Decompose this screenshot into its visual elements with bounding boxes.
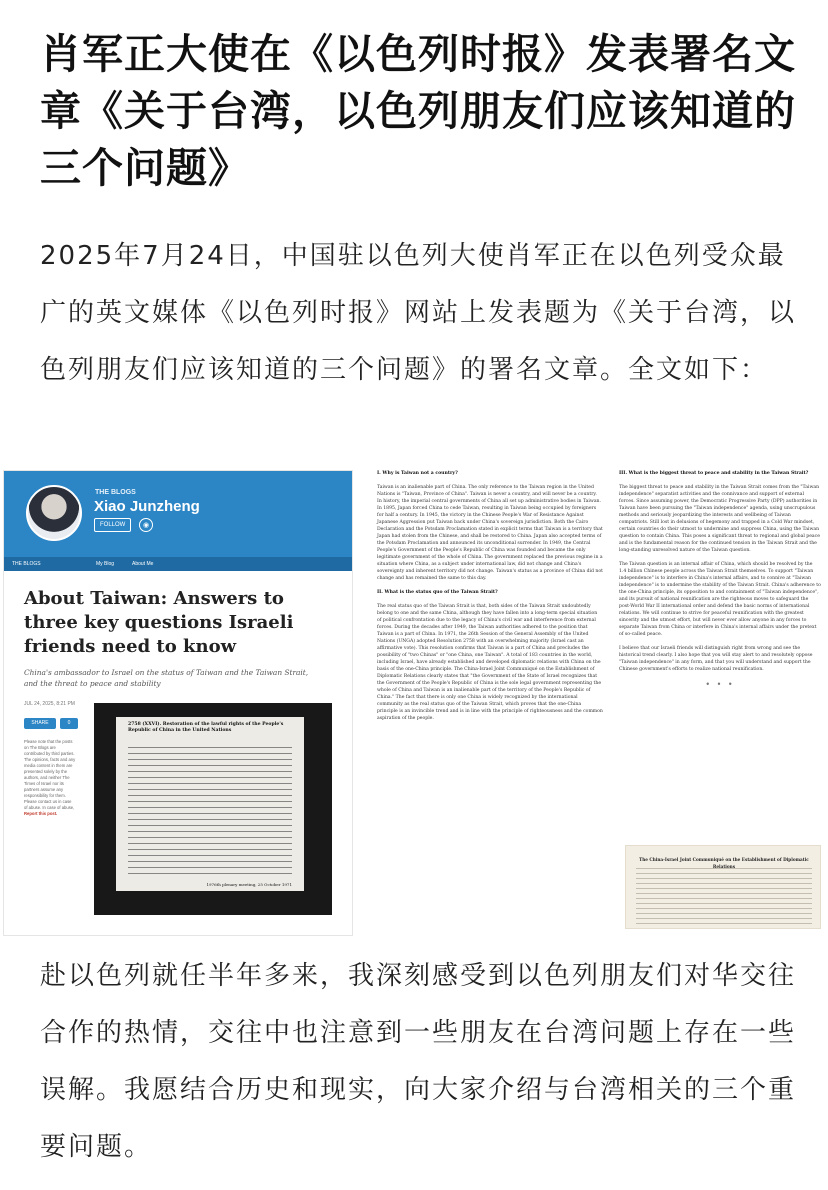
blog-nav xyxy=(4,557,353,571)
section1-heading: I. Why is Taiwan not a country? xyxy=(377,471,458,476)
article-column-middle xyxy=(377,470,603,936)
author-avatar[interactable] xyxy=(26,485,82,541)
comments-button[interactable]: 0 xyxy=(60,718,78,729)
article-column-right xyxy=(619,470,821,936)
communique-text-lines xyxy=(636,868,812,924)
un-resolution-photo xyxy=(94,703,332,915)
resolution-document xyxy=(116,717,304,891)
resolution-heading: 2758 (XXVI). Restoration of the lawful rights of the People's Republic of China in the United Nations xyxy=(128,722,284,733)
section1-paragraph: Taiwan is an inalienable part of China. The only reference to the Taiwan region in the United Nations is "Taiwan, Province of China". Taiwan is never a country, and will never be a country. In history, the imperial central governments of China all set up administrative bodies in Taiwan. In 1895, Japan forced China to cede Taiwan, resulting in Taiwan being occupied by foreigners for half a century. In 1945, the victory in the Chinese People's War of Resistance Against Japanese Aggression put Taiwan back under China's sovereign jurisdiction. Both the Cairo Declaration and the Potsdam Proclamation stated in explicit terms that Taiwan is a territory that Japan had stolen from the Chinese, and shall be restored to China. Japan also accepted terms of the Potsdam Proclamation and announced its unconditional surrender. In 1949, the Central People's Government of the People's Republic of China was founded and became the only legitimate government of the whole of China. The government replaced the previous regime in a situation where China, as a subject under international law, did not change and China's sovereignty and inherent territory did not change. Taiwan's status as a province of China did not change and has remained the same to this day. xyxy=(377,485,603,581)
section3-paragraph-3: I believe that our Israeli friends will distinguish right from wrong and see the historical trend clearly. I also hope that you will stay alert to and resolutely oppose "Taiwan independence" in any form, and that you will understand and support the Chinese government's efforts to realize national reunification. xyxy=(619,646,813,672)
blog-page-panel xyxy=(3,470,353,936)
section2-paragraph: The real status quo of the Taiwan Strait is that, both sides of the Taiwan Strait undoubtedly belong to one and the same China, although they have fallen into a long-term special situation of political confrontation due to the legacy of China's civil war and interference from external forces. During the decades after 1949, the Taiwan authorities adhered to the position that Taiwan is a part of China. In 1971, the 26th Session of the General Assembly of the United Nations (UNGA) adopted Resolution 2758 with an overwhelming majority (Israel cast an affirmative vote). This resolution confirms that Taiwan is a part of China and precludes the possibility of "two Chinas" or "one China, one Taiwan". A total of 183 countries in the world, including Israel, have already established and developed diplomatic relations with China on the basis of the one-China principle. The China-Israel Joint Communiqué on the Establishment of Diplomatic Relations clearly states that "the Government of the State of Israel recognizes that the Government of the People's Republic of China is the sole legal government representing the whole of China and Taiwan is an inalienable part of the territory of the People's Republic of China." The fact that there is only one China is widely recognized by the international community as the real status quo of the Taiwan Strait, which proves that the one-China principle is an invincible trend and is in line with the principle of righteousness and the common aspiration of the people. xyxy=(377,604,603,721)
follow-button[interactable]: FOLLOW xyxy=(94,518,131,532)
article-date: JUL 24, 2025, 8:21 PM xyxy=(24,701,75,707)
communique-title: The China-Israel Joint Communiqué on the Establishment of Diplomatic Relations xyxy=(639,857,809,869)
post-title: 肖军正大使在《以色列时报》发表署名文章《关于台湾，以色列朋友们应该知道的三个问题》 xyxy=(40,30,796,192)
section-divider: • • • xyxy=(705,680,735,689)
share-button[interactable]: SHARE xyxy=(24,718,56,729)
joint-communique-image xyxy=(625,845,821,929)
section2-heading: II. What is the status quo of the Taiwan Strait? xyxy=(377,590,498,595)
resolution-signature: 1976th plenary meeting, 25 October 1971 xyxy=(206,882,292,887)
nav-item-about-me[interactable]: About Me xyxy=(132,561,154,567)
disclaimer-text: Please note that the posts on The Blogs are contributed by third parties. The opinions, facts and any media content in them are presented solely by the authors, and neither The Times of Israel nor its partners assume any responsibility for them. Please contact us in case of abuse. In case of abuse, xyxy=(24,739,76,810)
article-title: About Taiwan: Answers to three key questions Israeli friends need to know xyxy=(24,588,294,657)
article-subtitle: China's ambassador to Israel on the status of Taiwan and the Taiwan Strait, and the threat to peace and stability xyxy=(24,668,309,688)
author-name[interactable]: Xiao Junzheng xyxy=(94,498,200,515)
blogs-tag[interactable]: THE BLOGS xyxy=(95,489,136,496)
blog-disclaimer xyxy=(24,739,76,817)
resolution-text-lines xyxy=(128,747,292,877)
nav-item-my-blog[interactable]: My Blog xyxy=(96,561,115,567)
rss-icon[interactable]: ◉ xyxy=(139,518,153,532)
post-intro: 2025年7月24日，中国驻以色列大使肖军正在以色列受众最广的英文媒体《以色列时报》网站上发表题为《关于台湾，以色列朋友们应该知道的三个问题》的署名文章。全文如下： xyxy=(40,241,797,385)
post-body-paragraph: 赴以色列就任半年多来，我深刻感受到以色列朋友们对华交往合作的热情，交往中也注意到一些朋友在台湾问题上存在一些误解。我愿结合历史和现实，向大家介绍与台湾相关的三个重要问题。 xyxy=(40,961,797,1162)
section3-paragraph-1: The biggest threat to peace and stability in the Taiwan Strait comes from the "Taiwan independence" separatist activities and the connivance and support of external forces. Since assuming power, the Democratic Progressive Party (DPP) authorities in Taiwan have been pursuing the "Taiwan independence" agenda, using unscrupulous methods and seriously jeopardizing the interests and wellbeing of Taiwan compatriots. Still lost in delusions of hegemony and trapped in a Cold War mindset, certain countries do their utmost to undermine and suppress China, using the Taiwan question to contain China. This poses a significant threat to regional and global peace and is the fundamental reason for the continued tension in the Taiwan Strait and the long-standing unresolved nature of the Taiwan question. xyxy=(619,485,820,553)
report-post-link[interactable]: Report this post. xyxy=(24,811,58,816)
section3-heading: III. What is the biggest threat to peace and stability in the Taiwan Strait? xyxy=(619,471,809,476)
section3-paragraph-2: The Taiwan question is an internal affair of China, which should be resolved by the 1.4 billion Chinese people across the Taiwan Strait themselves. To support "Taiwan independence" is to interfere in China's internal affairs, and to connive at "Taiwan independence" is to undermine the stability of the Taiwan Strait. China's adherence to the one-China principle, its opposition to and containment of "Taiwan independence", and its pursuit of national reunification are the righteous moves to safeguard the post-World War II international order and defend the basic norms of international relations. We will continue to strive for peaceful reunification with the greatest sincerity and the utmost effort, but will never ever allow anyone in any forces to separate Taiwan from China or interfere in China's internal affairs under the pretext of so-called peace. xyxy=(619,562,821,637)
blog-header xyxy=(4,471,353,557)
nav-item-the-blogs[interactable]: THE BLOGS xyxy=(12,561,41,567)
article-screenshot[interactable] xyxy=(3,470,821,936)
